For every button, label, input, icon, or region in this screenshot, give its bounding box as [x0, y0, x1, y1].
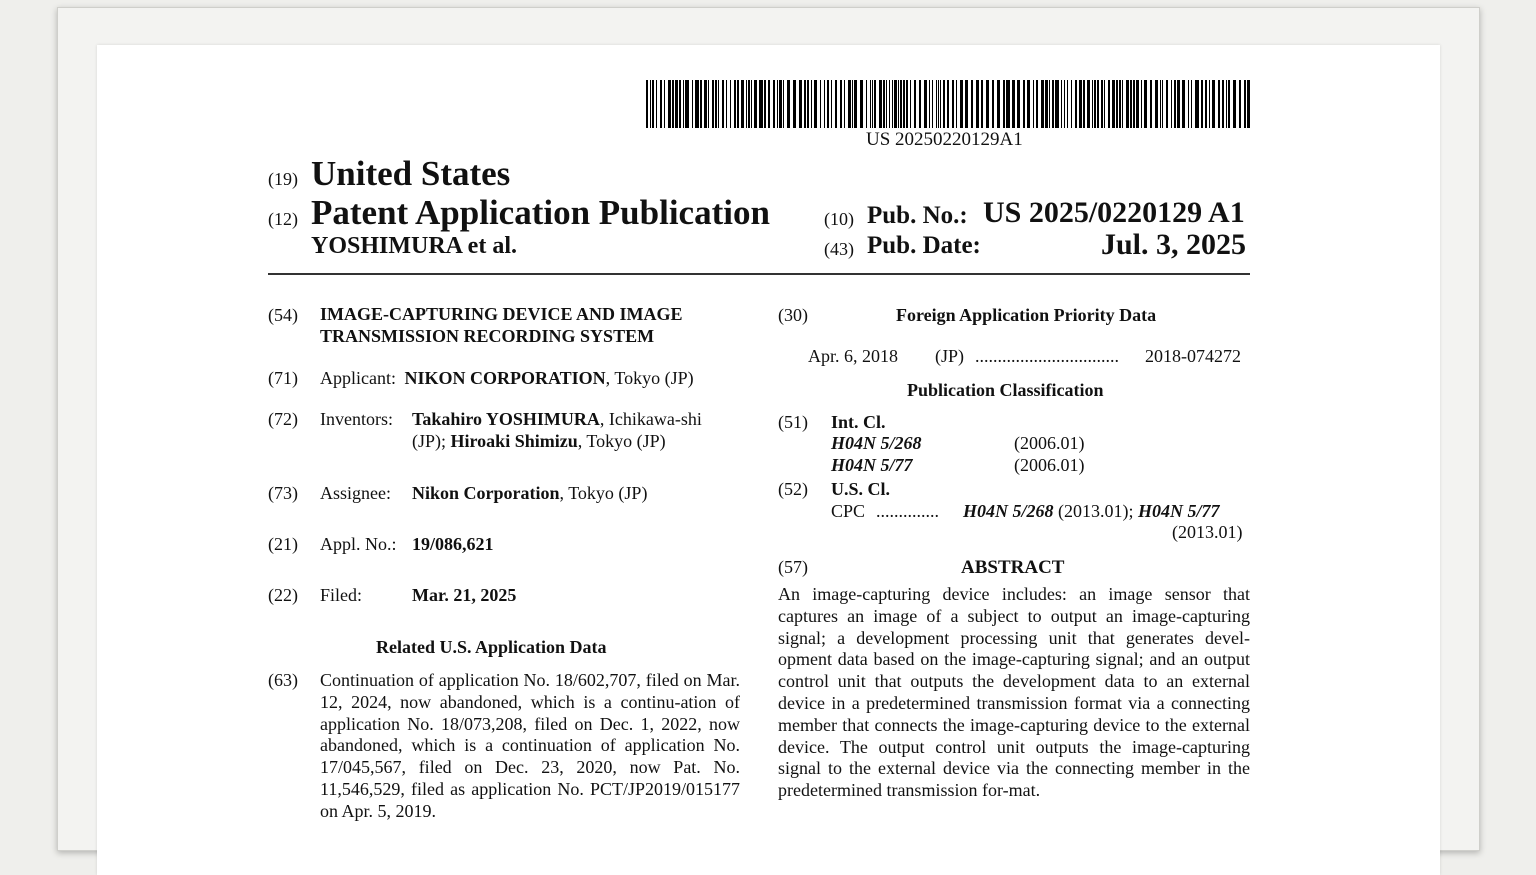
filed-label: Filed:	[320, 585, 363, 605]
code-21: (21)	[268, 534, 298, 554]
document-type-title: Patent Application Publication	[311, 193, 770, 232]
applicant-name: NIKON CORPORATION	[404, 368, 606, 388]
assignee-label: Assignee:	[320, 483, 391, 503]
cpc-label: CPC	[831, 501, 866, 521]
filed-date: Mar. 21, 2025	[412, 585, 517, 605]
barcode-number: US 20250220129A1	[866, 129, 1023, 150]
int-cl-label: Int. Cl.	[831, 412, 886, 432]
inventor-1-name: Takahiro YOSHIMURA	[412, 409, 600, 429]
inventor-1-location: , Ichikawa-shi	[599, 409, 702, 429]
inventor-2-location: , Tokyo (JP)	[577, 431, 666, 451]
code-73: (73)	[268, 483, 298, 503]
code-51: (51)	[778, 412, 808, 432]
title-line-2: TRANSMISSION RECORDING SYSTEM	[320, 326, 655, 346]
cpc-classification-row	[963, 501, 1220, 522]
applicant-row	[320, 368, 694, 389]
cpc-dot-leader: ..............	[876, 501, 939, 521]
related-data-heading: Related U.S. Application Data	[376, 637, 607, 657]
code-12: (12)	[268, 209, 298, 229]
title-line-1: IMAGE-CAPTURING DEVICE AND IMAGE	[320, 304, 683, 324]
appl-no-value: 19/086,621	[412, 534, 494, 554]
pub-date-value: Jul. 3, 2025	[1101, 228, 1247, 261]
pub-no-label: Pub. No.:	[867, 202, 968, 229]
inventor-2-prefix: (JP);	[412, 431, 451, 451]
foreign-country: (JP)	[935, 346, 965, 366]
appl-no-label: Appl. No.:	[320, 534, 397, 554]
foreign-date: Apr. 6, 2018	[808, 346, 898, 366]
inventor-2-name: Hiroaki Shimizu	[450, 431, 578, 451]
cpc-year: (2013.01);	[1053, 501, 1139, 521]
assignee-location: , Tokyo (JP)	[559, 483, 648, 503]
pub-no-value: US 2025/0220129 A1	[983, 196, 1245, 229]
code-10: (10)	[824, 209, 854, 229]
applicant-location: , Tokyo (JP)	[605, 368, 694, 388]
foreign-priority-heading: Foreign Application Priority Data	[896, 305, 1157, 325]
code-63: (63)	[268, 670, 298, 690]
int-cl-year: (2006.01)	[1014, 455, 1085, 475]
foreign-number: 2018-074272	[1145, 346, 1241, 366]
code-72: (72)	[268, 409, 298, 429]
barcode-image	[646, 80, 1250, 128]
foreign-dot-leader: ................................	[975, 346, 1119, 366]
abstract-text: An image-capturing device includes: an image sensor that captures an image of a subject to output an image-capturing signal; a development processing unit that generates devel-opment data based on the image-capturing signal; and an output control unit that outputs the development data to an external device in a predetermined transmission format via a connecting member that connects the image-capturing device to the external device. The output control unit outputs the image-capturing signal to the external device via the connecting member in the predetermined transmission for-mat.	[778, 584, 1250, 801]
cpc-code: H04N 5/77	[1138, 501, 1220, 521]
country-title: United States	[311, 154, 511, 193]
int-cl-code: H04N 5/77	[831, 455, 913, 475]
inventors-line-2	[412, 431, 666, 452]
us-cl-label: U.S. Cl.	[831, 479, 891, 499]
cpc-year: (2013.01)	[1172, 522, 1243, 542]
code-43: (43)	[824, 239, 854, 259]
assignee-name: Nikon Corporation	[412, 483, 560, 503]
code-71: (71)	[268, 368, 298, 388]
code-52: (52)	[778, 479, 808, 499]
pub-date-label: Pub. Date:	[867, 232, 981, 259]
code-54: (54)	[268, 305, 298, 325]
code-57: (57)	[778, 557, 808, 577]
related-application-text: Continuation of application No. 18/602,707, filed on Mar. 12, 2024, now abandoned, which is a continu-ation of application No. 18/073,208, filed on Dec. 1, 2022, now abandoned, which is a continuation of application No. 17/045,567, filed on Dec. 23, 2020, now Pat. No. 11,546,529, filed as application No. PCT/JP2019/015177 on Apr. 5, 2019.	[320, 670, 740, 821]
classification-heading: Publication Classification	[907, 380, 1104, 400]
cpc-code: H04N 5/268	[963, 501, 1054, 521]
code-22: (22)	[268, 585, 298, 605]
assignee-row	[412, 483, 647, 504]
abstract-heading: ABSTRACT	[961, 557, 1065, 578]
int-cl-year: (2006.01)	[1014, 433, 1085, 453]
code-19: (19)	[268, 169, 298, 189]
int-cl-code: H04N 5/268	[831, 433, 922, 453]
header-divider	[268, 273, 1250, 275]
inventor-short-name: YOSHIMURA et al.	[311, 233, 517, 259]
applicant-label: Applicant:	[320, 368, 396, 388]
inventors-label: Inventors:	[320, 409, 393, 429]
code-30: (30)	[778, 305, 808, 325]
inventors-line-1	[412, 409, 702, 430]
